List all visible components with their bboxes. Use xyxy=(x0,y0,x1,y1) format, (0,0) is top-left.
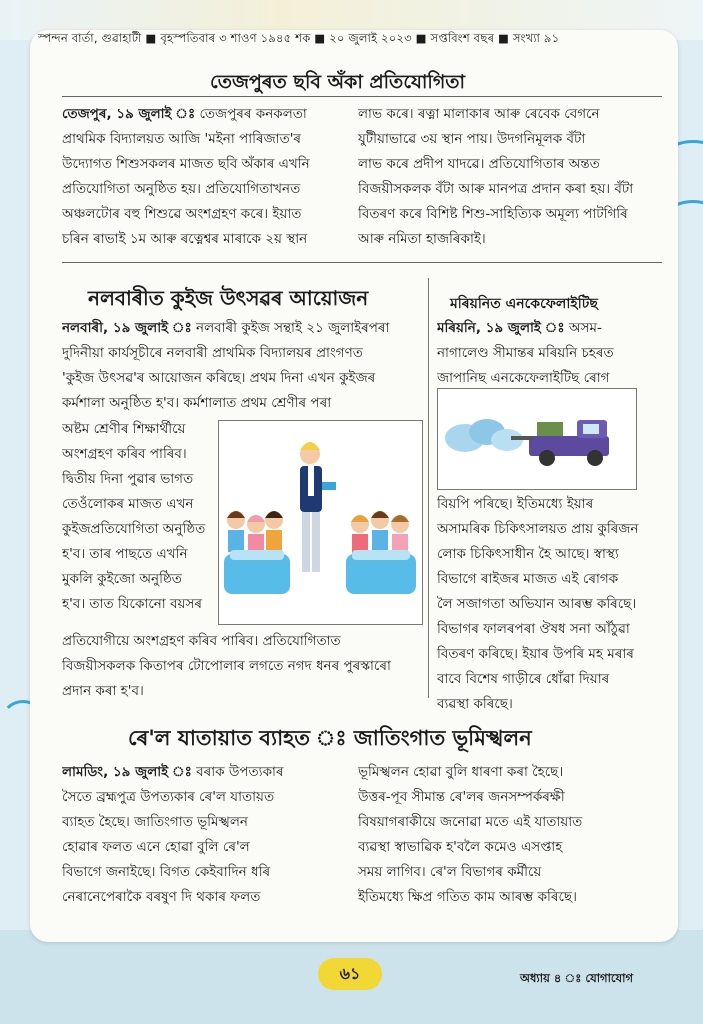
article3-bottom-text: বিয়পি পৰিছে। ইতিমধ্যে ইয়াৰ অসামৰিক চিকিৎসালয়ত প্ৰায় কুৰিজন লোক চিকিৎসাধীন হৈ আছে। স্বাস্থ্য বিভাগে ৰাইজৰ মাজত এই ৰোগক লৈ সজাগতা অভিযান আৰম্ভ কৰিছে। বিভাগৰ ফালৰপৰা ঔষধ সনা আঁঠুৱা বিতৰণ কৰিছে। ইয়াৰ উপৰি মহ মৰাৰ বাবে বিশেষ গাড়ীৰে ধোঁৱা দিয়াৰ ব্যৱস্থা কৰিছে। xyxy=(437,496,639,712)
article4-title: ৰে'ল যাতায়াত ব্যাহত ঃ জাতিংগাত ভূমিস্খলন xyxy=(128,726,532,750)
page-number-badge: ৬১ xyxy=(318,958,382,990)
article2-bottom-text: প্ৰতিযোগীয়ে অংশগ্ৰহণ কৰিব পাৰিব। প্ৰতিযোগিতাত বিজয়ীসকলক কিতাপৰ টোপোলাৰ লগতে নগদ ধনৰ পুৰস্কাৰো প্ৰদান কৰা হ'ব। xyxy=(62,633,391,699)
article1-title: তেজপুৰত ছবি অঁকা প্ৰতিযোগিতা xyxy=(210,71,466,93)
column-divider xyxy=(428,278,429,698)
article2-top-text: নলবাৰী, ১৯ জুলাই ঃ নলবাৰী কুইজ সন্থাই ২১ জুলাইৰপৰা দুদিনীয়া কাৰ্যসূচীৰে নলবাৰী প্ৰাথমিক বিদ্যালয়ৰ প্ৰাংগণত 'কুইজ উৎসৱ'ৰ আয়োজন কৰিছে। প্ৰথম দিনা এখন কুইজৰ কৰ্মশালা অনুষ্ঠিত হ'ব। কৰ্মশালাত প্ৰথম শ্ৰেণীৰ পৰা xyxy=(62,320,390,411)
article1-column-2: লাভ কৰে। ৰত্না মালাকাৰ আৰু ৰেবেক বেগনে যুটীয়াভাৱে ৩য় স্থান পায়। উদগনিমূলক বঁটা লাভ কৰে প্ৰদীপ যাদৱে। প্ৰতিযোগিতাৰ অন্তত বিজয়ীসকলক বঁটা আৰু মানপত্ৰ প্ৰদান কৰা হয়। বঁটা বিতৰণ কৰে বিশিষ্ট শিশু-সাহিত্যিক অমূল্য পাটগিৰি আৰু নমিতা হাজৰিকাই। xyxy=(358,106,634,247)
article3-dateline: মৰিয়নি, ১৯ জুলাই ঃ xyxy=(437,320,565,336)
article4-column-1: লামডিং, ১৯ জুলাই ঃ বৰাক উপত্যকাৰ সৈতে ব্ৰহ্মপুত্ৰ উপত্যকাৰ ৰে'ল যাতায়ত ব্যাহত হৈছে। জাতিংগাত ভূমিস্খলন হোৱাৰ ফলত এনে হোৱা বুলি ৰে'ল বিভাগে জনাইছে। বিগত কেইবাদিন ধৰি নেৰানেপেৰাকৈ বৰষুণ দি থকাৰ ফলত xyxy=(62,764,284,905)
fogging-vehicle-illustration xyxy=(437,388,637,490)
article1-dateline: তেজপুৰ, ১৯ জুলাই ঃ xyxy=(62,106,196,122)
article4-dateline: লামডিং, ১৯ জুলাই ঃ xyxy=(62,764,192,780)
student-group-right xyxy=(346,511,416,594)
title-underline xyxy=(62,96,662,97)
article2-side-text: অষ্টম শ্ৰেণীৰ শিক্ষাৰ্থীয়ে অংশগ্ৰহণ কৰিব পাৰিব। দ্বিতীয় দিনা পুৱাৰ ভাগত তেওঁলোকৰ মাজত এখন কুইজপ্ৰতিযোগিতা অনুষ্ঠিত হ'ব। তাৰ পাছতে এখনি মুকলি কুইজো অনুষ্ঠিত হ'ব। তাত যিকোনো বয়সৰ xyxy=(62,421,206,612)
article4-column-2: ভূমিস্খলন হোৱা বুলি ধাৰণা কৰা হৈছে। উত্তৰ-পূব সীমান্ত ৰে'লৰ জনসম্পৰ্কৰক্ষী বিষয়াগৰাকীয়ে জনোৱা মতে এই যাতায়াত ব্যৱস্থা স্বাভাৱিক হ'বলৈ কমেও এসপ্তাহ সময় লাগিব। ৰে'ল বিভাগৰ কৰ্মীয়ে ইতিমধ্যে ক্ষিপ্ৰ গতিত কাম আৰম্ভ কৰিছে। xyxy=(358,764,583,905)
quiz-illustration xyxy=(218,420,423,625)
article2-title: নলবাৰীত কুইজ উৎসৱৰ আয়োজন xyxy=(88,286,369,310)
chapter-label: অধ্যায় ৪ ঃ যোগাযোগ xyxy=(520,971,634,985)
article1-column-1: তেজপুৰ, ১৯ জুলাই ঃ তেজপুৰৰ কনকলতা প্ৰাথমিক বিদ্যালয়ত আজি 'মইনা পাৰিজাত'ৰ উদ্যোগত শিশুসকলৰ মাজত ছবি অঁকাৰ এখনি প্ৰতিযোগিতা অনুষ্ঠিত হয়। প্ৰতিযোগিতাখনত অঞ্চলটোৰ বহু শিশুৱে অংশগ্ৰহণ কৰে। ইয়াত চৰিন ৰাভাই ১ম আৰু ৰত্নেশ্বৰ মাৰাকে ২য় স্থান xyxy=(62,106,310,247)
section-divider xyxy=(62,262,662,263)
article3-title: মৰিয়নিত এনকেফেলাইটিছ xyxy=(450,296,598,312)
newspaper-header: স্পন্দন বাৰ্তা, গুৱাহাটী ■ বৃহস্পতিবাৰ ৩ শাওণ ১৯৪৫ শক ■ ২০ জুলাই ২০২৩ ■ সপ্তবিংশ বছৰ ■ সংখ্যা ৯১ xyxy=(38,31,560,45)
article3-top-text: মৰিয়নি, ১৯ জুলাই ঃ অসম- নাগালেণ্ড সীমান্তৰ মৰিয়নি চহৰত জাপানিছ এনকেফেলাইটিছ ৰোগ xyxy=(437,320,614,386)
student-group-left xyxy=(224,511,290,594)
article2-dateline: নলবাৰী, ১৯ জুলাই ঃ xyxy=(62,320,192,336)
